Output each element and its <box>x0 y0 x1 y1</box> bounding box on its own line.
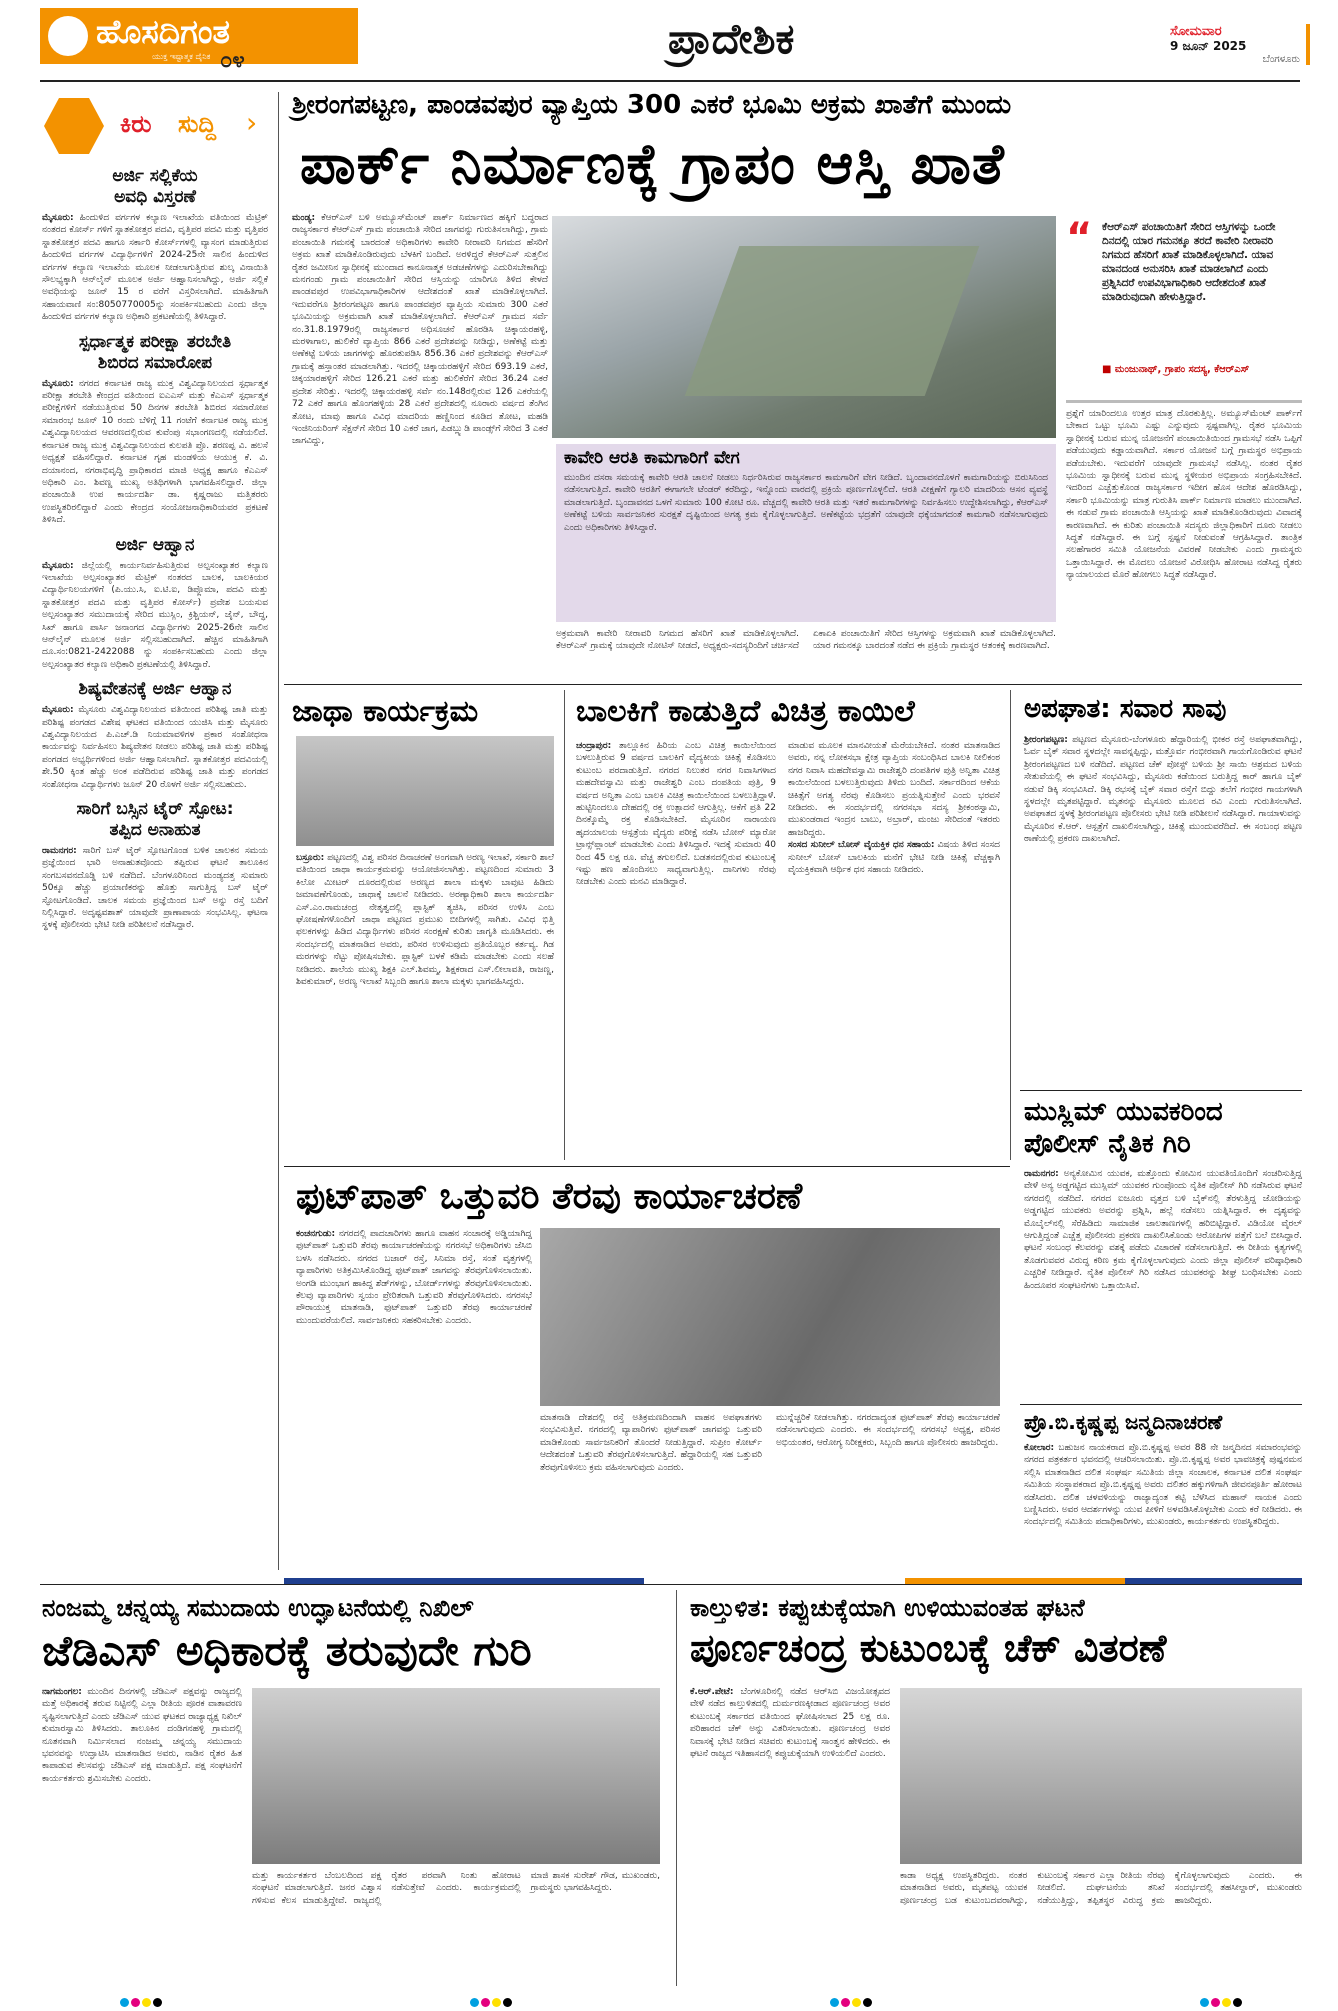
masthead-city: ಬೆಂಗಳೂರು <box>1262 54 1300 65</box>
muslim-rule <box>1020 1404 1302 1405</box>
krishnappa-text: ಬಹುಜನ ನಾಯಕರಾದ ಪ್ರೊ.ಬಿ.ಕೃಷ್ಣಪ್ಪ ಅವರ 88 ನೇ ಜನ್ಮದಿನದ ಸಮಾರಂಭವನ್ನು ನಗರದ ಪತ್ರಕರ್ತರ ಭವನದಲ್ಲಿ ಆಚರಿಸಲಾಯಿತು. ಪ್ರೊ.ಬಿ.ಕೃಷ್ಣಪ್ಪ ಅವರ ಭಾವಚಿತ್ರಕ್ಕೆ ಪುಷ್ಪನಮನ ಸಲ್ಲಿಸಿ ಮಾತನಾಡಿದ ದಲಿತ ಸಂಘರ್ಷ ಸಮಿತಿಯ ಜಿಲ್ಲಾ ಸಂಚಾಲಕ, ಕರ್ನಾಟಕ ದಲಿತ ಸಂಘರ್ಷ ಸಮಿತಿಯ ಸಂಸ್ಥಾಪಕರಾದ ಪ್ರೊ.ಬಿ.ಕೃಷ್ಣಪ್ಪ ಅವರು ದಲಿತರ ಹಕ್ಕುಗಳಿಗಾಗಿ ಜೀವನಪೂರ್ತಿ ಹೋರಾಟ ನಡೆಸಿದರು. ದಲಿತ ಚಳವಳಿಯನ್ನು ರಾಜ್ಯಾದ್ಯಂತ ಕಟ್ಟಿ ಬೆಳೆಸಿದ ಮಹಾನ್ ನಾಯಕ ಎಂದು ಬಣ್ಣಿಸಿದರು. ಅವರ ಆದರ್ಶಗಳನ್ನು ಯುವ ಪೀಳಿಗೆ ಅಳವಡಿಸಿಕೊಳ್ಳಬೇಕು ಎಂದು ಕರೆ ನೀಡಿದರು. ಈ ಸಂದರ್ಭದಲ್ಲಿ ಸಮಿತಿಯ ಪದಾಧಿಕಾರಿಗಳು, ಮುಖಂಡರು, ಕಾರ್ಯಕರ್ತರು ಉಪಸ್ಥಿತರಿದ್ದರು. <box>1024 1443 1305 1528</box>
muslim-headline: ಮುಸ್ಲಿಮ್ ಯುವಕರಿಂದ ಪೊಲೀಸ್ ನೈತಿಕ ಗಿರಿ <box>1024 1097 1223 1159</box>
cheque-cols: ಕಾಡಾ ಅಧ್ಯಕ್ಷ ಉಪಸ್ಥಿತರಿದ್ದರು. ನಂತರ ಮಾತನಾಡಿದ ಅವರು, ಮೃತಪಟ್ಟ ಯುವಕ ಪೂರ್ಣಚಂದ್ರ ಬಡ ಕುಟುಂಬದವರಾಗಿದ್ದು, ಕುಟುಂಬಕ್ಕೆ ಸರ್ಕಾರ ಎಲ್ಲಾ ರೀತಿಯ ನೆರವು ನೀಡಲಿದೆ. ದುರ್ಘಟನೆಯ ತನಿಖೆ ನಡೆಯುತ್ತಿದ್ದು, ತಪ್ಪಿತಸ್ಥರ ವಿರುದ್ಧ ಕ್ರಮ ಕೈಗೊಳ್ಳಲಾಗುವುದು ಎಂದರು. ಈ ಸಂದರ್ಭದಲ್ಲಿ ತಹಸೀಲ್ದಾರ್, ಮುಖಂಡರು ಹಾಜರಿದ್ದರು. <box>900 1871 1305 1906</box>
brief-place: ಮೈಸೂರು: <box>42 705 74 716</box>
masthead-rule <box>40 80 1300 82</box>
reg-dot <box>503 1998 512 2007</box>
lead-mid-text: ಅಕ್ರಮವಾಗಿ ಕಾವೇರಿ ನೀರಾವರಿ ನಿಗಮದ ಹೆಸರಿಗೆ ಖಾತೆ ಮಾಡಿಕೊಳ್ಳಲಾಗಿದೆ. ಕೆಆರ್‌ಎಸ್ ಗ್ರಾಮಕ್ಕೆ ಯಾವುದೇ ನೋಟಿಸ್ ನೀಡದೆ, ಅಧ್ಯಕ್ಷರು-ಸದಸ್ಯರಿಂದಿಗೆ ಚರ್ಚಿಸದೆ ಏಕಾಏಕಿ ಪಂಚಾಯಿತಿಗೆ ಸೇರಿದ ಆಸ್ತಿಗಳನ್ನು ಅಕ್ರಮವಾಗಿ ಖಾತೆ ಮಾಡಿಕೊಳ್ಳಲಾಗಿದೆ. ಯಾರ ಗಮನಕ್ಕೂ ಬಾರದಂತೆ ನಡೆದ ಈ ಪ್ರಕ್ರಿಯೆ ಗ್ರಾಮಸ್ಥರ ಆತಂಕಕ್ಕೆ ಕಾರಣವಾಗಿದೆ. <box>556 629 1059 652</box>
reg-dot <box>120 1998 129 2007</box>
sidebar-briefs <box>42 166 271 1566</box>
page-number: ೦೪ <box>220 48 245 73</box>
brief-place: ರಾಮನಗರ: <box>42 846 77 857</box>
footpath-text: ನಗರದಲ್ಲಿ ಪಾದಚಾರಿಗಳು ಹಾಗೂ ವಾಹನ ಸಂಚಾರಕ್ಕೆ ಅಡ್ಡಿಯಾಗಿದ್ದ ಫುಟ್‌ಪಾತ್ ಒತ್ತುವರಿ ತೆರವು ಕಾರ್ಯಾಚರಣೆಯನ್ನು ನಗರಸಭೆ ಅಧಿಕಾರಿಗಳು ಜೆಸಿಬಿ ಬಳಸಿ ನಡೆಸಿದರು. ನಗರದ ಬಜಾರ್ ರಸ್ತೆ, ಸಿನಿಮಾ ರಸ್ತೆ, ಸಂತೆ ವೃತ್ತಗಳಲ್ಲಿ ವ್ಯಾಪಾರಿಗಳು ಅತಿಕ್ರಮಿಸಿಕೊಂಡಿದ್ದ ಫುಟ್‌ಪಾತ್‌ ಜಾಗವನ್ನು ತೆರವುಗೊಳಿಸಲಾಯಿತು. ಅಂಗಡಿ ಮುಂಭಾಗ ಹಾಕಿದ್ದ ಶೆಡ್‌ಗಳನ್ನು, ಬೋರ್ಡ್‌ಗಳನ್ನು ತೆರವುಗೊಳಿಸಲಾಯಿತು. ಕೆಲವು ವ್ಯಾಪಾರಿಗಳು ಸ್ವಯಂ ಪ್ರೇರಿತರಾಗಿ ಒತ್ತುವರಿ ತೆರವುಗೊಳಿಸಿದರು. ನಗರಸಭೆ ಪೌರಾಯುಕ್ತ ಮಾತನಾಡಿ, ಫುಟ್‌ಪಾತ್ ಒತ್ತುವರಿ ತೆರವು ಕಾರ್ಯಾಚರಣೆ ಮುಂದುವರೆಯಲಿದೆ. ಸಾರ್ವಜನಿಕರು ಸಹಕರಿಸಬೇಕು ಎಂದರು. <box>296 1229 535 1326</box>
logo-emblem-icon <box>48 16 88 56</box>
divider-bottom <box>676 1590 677 1986</box>
coil-place: ಚಂದ್ರಾಪುರ: <box>576 741 612 751</box>
footpath-headline: ಫುಟ್‌ಪಾತ್ ಒತ್ತುವರಿ ತೆರವು ಕಾರ್ಯಾಚರಣೆ <box>296 1176 803 1217</box>
reg-dot <box>481 1998 490 2007</box>
lead-photo-garden <box>685 246 980 396</box>
reg-dot <box>863 1998 872 2007</box>
lead-bottom-rule <box>284 684 1302 685</box>
jatha-photo <box>296 736 554 846</box>
krishnappa-body <box>1024 1442 1305 1568</box>
reg-dot <box>470 1998 479 2007</box>
accident-headline: ಅಪಘಾತ: ಸವಾರ ಸಾವು <box>1024 694 1227 724</box>
accident-place: ಶ್ರೀರಂಗಪಟ್ಟಣ: <box>1024 735 1068 745</box>
lead-col1-text: ಕೆಆರ್‌ಎಸ್ ಬಳಿ ಅಮ್ಯೂಸ್‌ಮೆಂಟ್ ಪಾರ್ಕ್ ನಿರ್ಮಾಣದ ಹಕ್ಕಿಗೆ ಬದ್ಧರಾದ ರಾಜ್ಯಸರ್ಕಾರ ಕೆಆರ್‌ಎಸ್ ಗ್ರಾಮ ಪಂಚಾಯಿತಿ ಸೇರಿದ ಜಾಗವನ್ನು ಗುರುತಿಸಲಾಗಿದ್ದು, ಗ್ರಾಮ ಪಂಚಾಯಿತಿ ಗಮನಕ್ಕೆ ಬಾರದಂತೆ ಅಧಿಕಾರಿಗಳು ಕಾವೇರಿ ನೀರಾವರಿ ನಿಗಮದ ಹೆಸರಿಗೆ ಅಕ್ರಮ ಖಾತೆ ಮಾಡಿಕೊಂಡಿರುವುದು ಬೆಳಕಿಗೆ ಬಂದಿದೆ. ಅರಳಿದ್ದರೆ ಕೆಆರ್‌ಎಸ್ ಸುತ್ತಲಿನ ರೈತರ ಜಮೀನಿನ ಸ್ವಾಧೀನಕ್ಕೆ ಮುಂದಾದ ಕಾನೂನಾತ್ಮಕ ಅಡಚಣೆಗಳನ್ನು ಎದುರಿಸಬೇಕಾಗಿದ್ದು ಮನಗಂಡು ಗ್ರಾಮ ಪಂಚಾಯಿತಿಗೆ ಸೇರಿದ ಆಸ್ತಿಯನ್ನು ಯಾರಿಗೂ ತಿಳಿದ ಕೇಳದೆ ಪಾಂಡವಪುರ ಉಪವಿಭಾಗಾಧಿಕಾರಿಗಳ ಆದೇಶದಂತೆ ಖಾತೆ ಮಾಡಿಕೊಳ್ಳಲಾಗಿದೆ. ಇದುವರೆಗೂ ಶ್ರೀರಂಗಪಟ್ಟಣ ಹಾಗೂ ಪಾಂಡವಪುರ ವ್ಯಾಪ್ತಿಯ ಸುಮಾರು 300 ಎಕರೆ ಭೂಮಿಯನ್ನು ಅಕ್ರಮವಾಗಿ ಖಾತೆ ಮಾಡಿಕೊಳ್ಳಲಾಗಿದೆ. ಕೆಆರ್‌ಎಸ್ ಗ್ರಾಮದ ಸರ್ವೆ ನಂ.31.8.1979ರಲ್ಲಿ ರಾಜ್ಯಸರ್ಕಾರ ಅಧಿಸೂಚನೆ ಹೊರಡಿಸಿ ಚಿಕ್ಕಾಯರಹಳ್ಳಿ, ಮರಳಾಗಾಲ, ಹುಲಿಕೆರೆ ವ್ಯಾಪ್ತಿಯ 866 ಎಕರೆ ಪ್ರದೇಶವನ್ನು ನೀಡಿದ್ದು, ಅಣೆಕಟ್ಟೆ ಮತ್ತು ಅಣೆಕಟ್ಟೆ ಬಳಿಯ ಜಾಗಗಳನ್ನು ಹೊರತುಪಡಿಸಿ 856.36 ಎಕರೆ ಪ್ರದೇಶವನ್ನು ಕೆಆರ್‌ಎಸ್ ಗ್ರಾಮಕ್ಕೆ ಹಸ್ತಾಂತರ ಮಾಡಲಾಗಿತ್ತು. ಇದರಲ್ಲಿ ಚಿಕ್ಕಾಯರಹಳ್ಳಿಗೆ ಸೇರಿದ 693.19 ಎಕರೆ, ಚಿಕ್ಕಯಾರಹಳ್ಳಿಗೆ ಸೇರಿದ 126.21 ಎಕರೆ ಮತ್ತು ಹುಲಿಕೆರೆಗೆ ಸೇರಿದ 36.24 ಎಕರೆ ಪ್ರದೇಶ ಸೇರಿತ್ತು. ಇದರಲ್ಲಿ ಚಿಕ್ಕಾಯರಹಳ್ಳಿ ಸರ್ವೆ ನಂ.148ರಲ್ಲಿರುವ 126 ಎಕರೆಯಲ್ಲಿ 72 ಎಕರೆ ಹಾಗೂ ಹೊಂಗಹಳ್ಳಿಯ 28 ಎಕರೆ ಪ್ರದೇಶದಲ್ಲಿ ನೂರಾರು ವರ್ಷದ ತೆಂಗಿನ ತೋಟ, ಮಾವು ಹಾಗೂ ವಿವಿಧ ಮಾದರಿಯ ಹಣ್ಣಿನಿಂದ ಕೂಡಿದ ತೋಟ, ಮಹಡಿ ಇಂಜಿನಿಯರಿಂಗ್ ಸೆಕ್ಷನ್‌ಗೆ ಸೇರಿದ 10 ಎಕರೆ ಜಾಗ, ಪಿಡಬ್ಲ್ಯುಡಿ ಪಾಂಡ್ಸ್‌ಗೆ ಸೇರಿದ 3 ಎಕರೆ ಜಾಗವಿದ್ದು, <box>292 213 551 447</box>
brief-body <box>42 704 271 791</box>
brief-place: ಮೈಸೂರು: <box>42 560 74 571</box>
cheque-body <box>690 1686 893 1984</box>
reg-dot <box>1222 1998 1231 2007</box>
cheque-place: ಕೆ.ಆರ್.ಪೇಟೆ: <box>690 1687 734 1697</box>
chevrons-icon: › <box>246 106 258 139</box>
brief-place: ಮೈಸೂರು: <box>42 378 74 389</box>
footpath-col2: ಮಾತನಾಡಿ ದೇಶದಲ್ಲಿ ರಸ್ತೆ ಅತಿಕ್ರಮಣದಿಂದಾಗಿ ವಾಹನ ಅಪಘಾತಗಳು ಸಂಭವಿಸುತ್ತಿವೆ. ನಗರದಲ್ಲಿ ವ್ಯಾಪಾರಿಗಳು ಫುಟ್‌ಪಾತ್ ಜಾಗವನ್ನು ಒತ್ತುವರಿ ಮಾಡಿಕೊಂಡು ಸಾರ್ವಜನಿಕರಿಗೆ ತೊಂದರೆ ನೀಡುತ್ತಿದ್ದಾರೆ. ಸುಪ್ರೀಂ ಕೋರ್ಟ್ ಆದೇಶದಂತೆ ಒತ್ತುವರಿ ತೆರವುಗೊಳಿಸಲಾಗುತ್ತಿದೆ. ಹೆದ್ದಾರಿಯಲ್ಲಿ ಸಹ ಒತ್ತುವರಿ ತೆರವುಗೊಳಿಸಲು ಕ್ರಮ ವಹಿಸಲಾಗುವುದು ಎಂದರು. <box>540 1413 765 1473</box>
brief-body <box>42 212 271 324</box>
brief-item <box>42 534 271 672</box>
masthead-name: ಹೊಸದಿಗಂತ <box>96 12 231 51</box>
lead-photo <box>552 216 1056 438</box>
muslim-place: ರಾಮನಗರ: <box>1024 1169 1059 1179</box>
lead-headline: ಪಾರ್ಕ್ ನಿರ್ಮಾಣಕ್ಕೆ ಗ್ರಾಪಂ ಆಸ್ತಿ ಖಾತೆ <box>300 132 1005 197</box>
footpath-photo <box>540 1228 1000 1406</box>
brief-headline: ಅರ್ಜಿ ಸಲ್ಲಿಕೆಯ ಅವಧಿ ವಿಸ್ತರಣೆ <box>112 166 198 207</box>
footpath-place: ಕಂಚನಗುಡು: <box>296 1229 336 1239</box>
jatha-headline: ಜಾಥಾ ಕಾರ್ಯಕ್ರಮ <box>292 694 479 729</box>
brief-body <box>42 845 271 932</box>
brief-body <box>42 378 271 527</box>
coil-col1-text: ತಾಲ್ಲೂಕಿನ ಹಿರಿಯ ಎಂಬ ವಿಚಿತ್ರ ಕಾಯಿಲೆಯಿಂದ ಬಳಲುತ್ತಿರುವ 9 ವರ್ಷದ ಬಾಲಕಿಗೆ ವೈದ್ಯಕೀಯ ಚಿಕಿತ್ಸೆ ಕೊಡಿಸಲು ಕುಟುಂಬ ಪರದಾಡುತ್ತಿದೆ. ನಗರದ ನಿಲುತರ ನಗರ ನಿವಾಸಿಗಳಾದ ಮಹದೇವಸ್ವಾಮಿ ಮತ್ತು ರಾಜೇಶ್ವರಿ ಎಂಬ ದಂಪತಿಯ ಪುತ್ರಿ, 9 ವರ್ಷದ ಅನ್ವಿತಾ ಎಂಬ ಬಾಲಕಿ ವಿಚಿತ್ರ ಕಾಯಿಲೆಯಿಂದ ಬಳಲುತ್ತಿದ್ದಾಳೆ. ಹುಟ್ಟಿನಿಂದಲೂ ದೇಹದಲ್ಲಿ ರಕ್ತ ಉತ್ಪಾದನೆ ಆಗುತ್ತಿಲ್ಲ. ಆಕೆಗೆ ಪ್ರತಿ 22 ದಿನಕ್ಕೊಮ್ಮೆ ರಕ್ತ ಕೊಡಿಸಬೇಕಿದೆ. ಮೈಸೂರಿನ ನಾರಾಯಣ ಹೃದಯಾಲಯ ಆಸ್ಪತ್ರೆಯ ವೈದ್ಯರು ಪರೀಕ್ಷೆ ನಡೆಸಿ ಬೋನ್ ಮ್ಯಾರೋ ಟ್ರಾನ್ಸ್‌ಪ್ಲಾಂಟ್ ಮಾಡಬೇಕು ಎಂದು ತಿಳಿಸಿದ್ದಾರೆ. ಇದಕ್ಕೆ ಸುಮಾರು 40 ರಿಂದ 45 ಲಕ್ಷ ರೂ. ವೆಚ್ಚ ತಗುಲಲಿದೆ. ಬಡತನದಲ್ಲಿರುವ ಕುಟುಂಬಕ್ಕೆ ಇಷ್ಟು ಹಣ ಹೊಂದಿಸಲು ಸಾಧ್ಯವಾಗುತ್ತಿಲ್ಲ. ದಾನಿಗಳು ನೆರವು ನೀಡಬೇಕು ಎಂದು ಮನವಿ ಮಾಡಿದ್ದಾರೆ. <box>576 741 779 888</box>
sidebar-divider <box>278 92 279 1570</box>
coil-sub: ಸಂಸದ ಸುನೀಲ್ ಬೋಸ್ ವೈಯಕ್ತಿಕ ಧನ ಸಹಾಯ: <box>788 840 935 851</box>
brief-headline: ಸ್ಪರ್ಧಾತ್ಮಕ ಪರೀಕ್ಷಾ ತರಬೇತಿ ಶಿಬಿರದ ಸಮಾರೋಪ <box>78 331 232 373</box>
kirusuddi-text-a: ಕಿರು <box>120 110 152 138</box>
reg-dot <box>852 1998 861 2007</box>
krishnappa-headline: ಪ್ರೊ.ಬಿ.ಕೃಷ್ಣಪ್ಪ ಜನ್ಮದಿನಾಚರಣೆ <box>1024 1410 1223 1434</box>
reg-dot <box>1233 1998 1242 2007</box>
registration-marks-4 <box>1200 1992 1244 2011</box>
brief-headline: ಸಾರಿಗೆ ಬಸ್ಸಿನ ಟೈರ್ ಸ್ಪೋಟ: ತಪ್ಪಿದ ಅನಾಹುತ <box>76 799 234 841</box>
quote-mark-icon: “ <box>1066 215 1093 261</box>
cheque-kicker: ಕಾಲ್ತುಳಿತ: ಕಪ್ಪುಚುಕ್ಕೆಯಾಗಿ ಉಳಿಯುವಂತಹ ಘಟನೆ <box>690 1594 1085 1622</box>
kirusuddi-text-b: ಸುದ್ದಿ <box>178 110 217 138</box>
jds-place: ನಾಗಮಂಗಲ: <box>42 1687 82 1697</box>
reg-dot <box>841 1998 850 2007</box>
reg-dot <box>830 1998 839 2007</box>
jatha-body <box>296 852 557 1158</box>
masthead-day: ಸೋಮವಾರ <box>1170 24 1222 39</box>
footpath-col3: ಮುನ್ನೆಚ್ಚರಿಕೆ ನೀಡಲಾಗಿತ್ತು. ನಗರದಾದ್ಯಂತ ಫುಟ್‌ಪಾತ್‌ ತೆರವು ಕಾರ್ಯಾಚರಣೆ ನಡೆಸಲಾಗುವುದು ಎಂದರು. ಈ ಸಂದರ್ಭದಲ್ಲಿ ನಗರಸಭೆ ಅಧ್ಯಕ್ಷ, ಪರಿಸರ ಅಭಿಯಂತರ, ಆರೋಗ್ಯ ನಿರೀಕ್ಷಕರು, ಸಿಬ್ಬಂದಿ ಹಾಗೂ ಪೊಲೀಸರು ಹಾಜರಿದ್ದರು. <box>776 1413 1003 1448</box>
kaveri-box-text: ಮುಂದಿನ ದಸರಾ ಸಮಯಕ್ಕೆ ಕಾವೇರಿ ಆರತಿ ಚಾಲನೆ ನೀಡಲು ನಿರ್ಧರಿಸಿರುವ ರಾಜ್ಯಸರ್ಕಾರ ಕಾಮಗಾರಿಗೆ ವೇಗ ನೀಡಿದೆ. ಬೃಂದಾವನದೊಳಗೆ ಕಾಮಗಾರಿಯನ್ನು ಬಿರುಸಿನಿಂದ ನಡೆಸಲಾಗುತ್ತಿದೆ. ಕಾವೇರಿ ಆರತಿಗೆ ಈಗಾಗಲೇ ಟೆಂಡರ್ ಕರೆದಿದ್ದು, ಇನ್ನೊಂದು ವಾರದಲ್ಲಿ ಪ್ರಕ್ರಿಯೆ ಪೂರ್ಣಗೊಳ್ಳಲಿದೆ. ಆರತಿ ವೀಕ್ಷಣೆಗೆ ಗ್ಯಾಲರಿ ಮಾದರಿಯ ಆಸನ ವ್ಯವಸ್ಥೆ ಮಾಡಲಾಗುತ್ತಿದೆ. ಬೃಂದಾವನದ ಒಳಗೆ ಸುಮಾರು 100 ಕೋಟಿ ರೂ. ವೆಚ್ಚದಲ್ಲಿ ಕಾವೇರಿ ಆರತಿ ಮತ್ತು ಇತರೆ ಕಾಮಗಾರಿಗಳನ್ನು ನಿರ್ವಹಿಸಲು ಉದ್ದೇಶಿಸಲಾಗಿದ್ದು, ಕೆಆರ್‌ಎಸ್ ಅಣೆಕಟ್ಟೆ ಬಳಿಯ ಸಾರ್ವಜನಿಕರ ಸುರಕ್ಷತೆ ದೃಷ್ಟಿಯಿಂದ ಅಗತ್ಯ ಕ್ರಮ ಕೈಗೊಳ್ಳಲಾಗುತ್ತಿದೆ. ಅಣೆಕಟ್ಟೆಯ ಭದ್ರತೆಗೆ ಯಾವುದೇ ಧಕ್ಕೆಯಾಗದಂತೆ ಕಾಮಗಾರಿ ನಡೆಸಲಾಗುವುದು ಎಂದು ಅಧಿಕಾರಿಗಳು ತಿಳಿಸಿದ್ದಾರೆ. <box>564 473 1051 533</box>
lead-col3: ಪ್ರಶ್ನೆಗೆ ಯಾರಿಂದಲೂ ಉತ್ತರ ಮಾತ್ರ ದೊರಕುತ್ತಿಲ್ಲ. ಅಮ್ಯೂಸ್‌ಮೆಂಟ್ ಪಾರ್ಕ್‌ಗೆ ಬೇಕಾದ ಒಟ್ಟು ಭೂಮಿ ಎಷ್ಟು ಎನ್ನುವುದು ಸ್ಪಷ್ಟವಾಗಿಲ್ಲ. ರೈತರ ಭೂಮಿಯ ಸ್ವಾಧೀನಕ್ಕೆ ಬರುವ ಮುನ್ನ ಯೋಜನೆಗೆ ಪಂಚಾಯಿತಿಯಿಂದ ಗ್ರಾಮಸಭೆ ನಡೆಸಿ ಒಪ್ಪಿಗೆ ಪಡೆಯುವುದು ಕಡ್ಡಾಯವಾಗಿದೆ. ಸರ್ಕಾರ ಯೋಜನೆ ಬಗ್ಗೆ ಗ್ರಾಮಸ್ಥರ ಅಭಿಪ್ರಾಯ ಪಡೆಯಬೇಕು. ಇದುವರೆಗೆ ಯಾವುದೇ ಗ್ರಾಮಸಭೆ ನಡೆಸಿಲ್ಲ. ನಂತರ ರೈತರ ಭೂಮಿಯ ಸ್ವಾಧೀನಕ್ಕೆ ಬರುವ ಮುನ್ನ ಸ್ಥಳೀಯರ ಅಭಿಪ್ರಾಯ ಸಂಗ್ರಹಿಸಬೇಕಿದೆ. ಇದರಿಂದ ಎಚ್ಚೆತ್ತುಕೊಂಡ ರಾಜ್ಯಸರ್ಕಾರ ಇದೀಗ ಹೊಸ ಆದೇಶ ಹೊರಡಿಸಿದ್ದು, ಸರ್ಕಾರಿ ಭೂಮಿಯನ್ನು ಮಾತ್ರ ಗುರುತಿಸಿ ಪಾರ್ಕ್ ನಿರ್ಮಾಣ ಮಾಡಲು ಮುಂದಾಗಿದೆ. ಈ ನಡುವೆ ಗ್ರಾಮ ಪಂಚಾಯಿತಿ ಆಸ್ತಿಯನ್ನು ಖಾತೆ ಮಾಡಿಕೊಂಡಿರುವುದು ವಿವಾದಕ್ಕೆ ಕಾರಣವಾಗಿದೆ. ಈ ಕುರಿತು ಪಂಚಾಯಿತಿ ಸದಸ್ಯರು ಜಿಲ್ಲಾಧಿಕಾರಿಗೆ ದೂರು ನೀಡಲು ಸಿದ್ಧತೆ ನಡೆಸಿದ್ದಾರೆ. ಈ ಬಗ್ಗೆ ಸ್ಪಷ್ಟನೆ ನೀಡುವಂತೆ ಆಗ್ರಹಿಸಿದ್ದಾರೆ. ತಾಂತ್ರಿಕ ಸಲಹೆಗಾರರ ಸಮಿತಿ ಯೋಜನೆಯ ವಿವರಣೆ ನೀಡಬೇಕು ಎಂದು ಗ್ರಾಮಸ್ಥರು ಒತ್ತಾಯಿಸಿದ್ದಾರೆ. ಈ ಮೊದಲು ಯೋಜನೆ ವಿರೋಧಿಸಿ ಹೋರಾಟ ನಡೆಸಿದ್ದ ರೈತರು ನ್ಯಾಯಾಲಯದ ಮೊರೆ ಹೋಗಲು ಸಿದ್ಧತೆ ನಡೆಸಿದ್ದಾರೆ. <box>1066 409 1305 581</box>
lead-col1 <box>292 212 551 672</box>
jds-kicker: ನಂಜಮ್ಮ ಚನ್ನಯ್ಯ ಸಮುದಾಯ ಉದ್ಘಾಟನೆಯಲ್ಲಿ ನಿಖಿಲ್ <box>42 1594 474 1622</box>
masthead-date: 9 ಜೂನ್ 2025 <box>1170 39 1247 53</box>
jds-body <box>42 1686 245 1984</box>
accident-body <box>1024 734 1305 1082</box>
footpath-body <box>296 1228 535 1568</box>
reg-dot <box>1200 1998 1209 2007</box>
masthead-tagline: ಯುಕ್ತ ಇಷ್ಟಾತ್ಮಕ ದೈನಿಕ <box>152 52 211 61</box>
coil-col2-text: ಮಾಡುವ ಮೂಲಕ ಮಾನವೀಯತೆ ಮೆರೆಯಬೇಕಿದೆ. ನಂತರ ಮಾತನಾಡಿದ ಅವರು, ನನ್ನ ಲೋಕಸಭಾ ಕ್ಷೇತ್ರ ವ್ಯಾಪ್ತಿಯ ಸಂಬಂಧಿಸಿದ ಬಾಲಕಿ ನೀಲಿಕಂಠ ನಗರ ನಿವಾಸಿ ಮಹದೇವಸ್ವಾಮಿ ರಾಜೇಶ್ವರಿ ದಂಪತಿಗಳ ಪುತ್ರಿ ಅನ್ವಿತಾ ವಿಚಿತ್ರ ಕಾಯಿಲೆಯಿಂದ ಬಳಲುತ್ತಿರುವುದು ತಿಳಿದು ಬಂದಿದೆ. ಸರ್ಕಾರದಿಂದ ಆಕೆಯ ಚಿಕಿತ್ಸೆಗೆ ಅಗತ್ಯ ನೆರವು ಕೊಡಿಸಲು ಪ್ರಯತ್ನಿಸುತ್ತೇನೆ ಎಂದು ಭರವಸೆ ನೀಡಿದರು. ಈ ಸಂದರ್ಭದಲ್ಲಿ ನಗರಸಭಾ ಸದಸ್ಯ ಶ್ರೀಕಂಠಸ್ವಾಮಿ, ಮುಖಂಡರಾದ ಇಂದ್ರನ ಬಾಬು, ಅಬ್ರಾರ್, ಮಂಜು ಸೇರಿದಂತೆ ಇತರರು ಹಾಜರಿದ್ದರು. <box>788 741 1003 838</box>
brief-text: ಮೈಸೂರು ವಿಶ್ವವಿದ್ಯಾನಿಲಯದ ವತಿಯಿಂದ ಪರಿಶಿಷ್ಟ ಜಾತಿ ಮತ್ತು ಪರಿಶಿಷ್ಟ ಪಂಗಡದ ವಿಶೇಷ ಘಟಕದ ವತಿಯಿಂದ ಯುಜಿಸಿ ಮತ್ತು ಮೈಸೂರು ವಿಶ್ವವಿದ್ಯಾನಿಲಯದ ಪಿ.ಎಚ್.ಡಿ ನಿಯಮಾವಳಿಗಳ ಪ್ರಕಾರ ಸಂಶೋಧನಾ ಕಾರ್ಯವನ್ನು ನಿರ್ವಹಿಸಲು ಶಿಷ್ಯವೇತನ ನೀಡಲು ಪರಿಶಿಷ್ಟ ಜಾತಿ ಮತ್ತು ಪರಿಶಿಷ್ಟ ಪಂಗಡದ ಅಭ್ಯರ್ಥಿಗಳಿಂದ ಅರ್ಜಿ ಆಹ್ವಾನಿಸಲಾಗಿದೆ. ಸ್ನಾತಕೋತ್ತರ ಪದವಿಯಲ್ಲಿ ಶೇ.50 ಕ್ಕಿಂತ ಹೆಚ್ಚು ಅಂಕ ಪಡೆದಿರುವ ಪರಿಶಿಷ್ಟ ಜಾತಿ ಮತ್ತು ಪಂಗಡದ ಸಂಶೋಧನಾ ವಿದ್ಯಾರ್ಥಿಗಳು ಜೂನ್ 20 ರೊಳಗೆ ಅರ್ಜಿ ಸಲ್ಲಿಸಬಹುದು. <box>42 705 271 790</box>
kirusuddi-logo <box>40 96 260 156</box>
brief-body <box>42 560 271 672</box>
quote-text: ಕೆಆರ್‌ಎಸ್ ಪಂಚಾಯಿತಿಗೆ ಸೇರಿದ ಆಸ್ತಿಗಳನ್ನು ಒಂದೇ ದಿನದಲ್ಲಿ ಯಾರ ಗಮನಕ್ಕೂ ತರದೆ ಕಾವೇರಿ ನೀರಾವರಿ ನಿಗಮದ ಹೆಸರಿಗೆ ಖಾತೆ ಮಾಡಿಕೊಳ್ಳಲಾಗಿದೆ. ಯಾವ ಮಾನದಂಡ ಅನುಸರಿಸಿ ಖಾತೆ ಮಾಡಲಾಗಿದೆ ಎಂದು ಪ್ರಶ್ನಿಸಿದರೆ ಉಪವಿಭಾಗಾಧಿಕಾರಿ ಆದೇಶದಂತೆ ಖಾತೆ ಮಾಡಿರುವುದಾಗಿ ಹೇಳುತ್ತಿದ್ದಾರೆ. <box>1102 221 1276 303</box>
reg-dot <box>142 1998 151 2007</box>
lead-kicker: ಶ್ರೀರಂಗಪಟ್ಟಣ, ಪಾಂಡವಪುರ ವ್ಯಾಪ್ತಿಯ 300 ಎಕರೆ ಭೂಮಿ ಅಕ್ರಮ ಖಾತೆಗೆ ಮುಂದು <box>292 90 1012 120</box>
brief-text: ನಗರದ ಕರ್ನಾಟಕ ರಾಜ್ಯ ಮುಕ್ತ ವಿಶ್ವವಿದ್ಯಾನಿಲಯದ ಸ್ಪರ್ಧಾತ್ಮಕ ಪರೀಕ್ಷಾ ತರಬೇತಿ ಕೇಂದ್ರದ ವತಿಯಿಂದ ಐಎಎಸ್ ಮತ್ತು ಕೆಎಎಸ್ ಸ್ಪರ್ಧಾತ್ಮಕ ಪರೀಕ್ಷೆಗಳಿಗೆ ನಡೆಯುತ್ತಿರುವ 50 ದಿನಗಳ ತರಬೇತಿ ಶಿಬಿರದ ಸಮಾರೋಪ ಸಮಾರಂಭ ಜೂನ್ 10 ರಂದು ಬೆಳಿಗ್ಗೆ 11 ಗಂಟೆಗೆ ಕರ್ನಾಟಕ ರಾಜ್ಯ ಮುಕ್ತ ವಿಶ್ವವಿದ್ಯಾನಿಲಯದ ಆವರಣದಲ್ಲಿರುವ ಕುವೆಂಪು ಸಭಾಂಗಣದಲ್ಲಿ ನಡೆಯಲಿದೆ. ಕರ್ನಾಟಕ ರಾಜ್ಯ ಮುಕ್ತ ವಿಶ್ವವಿದ್ಯಾನಿಲಯದ ಕುಲಪತಿ ಪ್ರೊ. ಶರಣಪ್ಪ ವಿ. ಹಲಸೆ ಅಧ್ಯಕ್ಷತೆ ವಹಿಸಲಿದ್ದಾರೆ. ಕರ್ನಾಟಕ ಗೃಹ ಮಂಡಳಿಯ ಆಯುಕ್ತ ಕೆ. ವಿ. ದಯಾನಂದ, ನಗರಾಭಿವೃದ್ಧಿ ಪ್ರಾಧಿಕಾರದ ಮಾಜಿ ಅಧ್ಯಕ್ಷ ಹಾಗೂ ಕೆಎಎಸ್ ಅಧಿಕಾರಿ ಎಂ. ಶಿವಣ್ಣ ಮುಖ್ಯ ಅತಿಥಿಗಳಾಗಿ ಭಾಗವಹಿಸಲಿದ್ದಾರೆ. ಜಿಲ್ಲಾ ಪಂಚಾಯಿತಿ ಉಪ ಕಾರ್ಯದರ್ಶಿ ಡಾ. ಕೃಷ್ಣರಾಜು ಮತ್ತಿತರರು ಉಪಸ್ಥಿತರಿರಲಿದ್ದಾರೆ ಎಂದು ಕೇಂದ್ರದ ಸಂಯೋಜನಾಧಿಕಾರಿಯವರ ಪ್ರಕಟಣೆ ತಿಳಿಸಿದೆ. <box>42 378 271 526</box>
accident-text: ಪಟ್ಟಣದ ಮೈಸೂರು-ಬೆಂಗಳೂರು ಹೆದ್ದಾರಿಯಲ್ಲಿ ಭೀಕರ ರಸ್ತೆ ಅಪಘಾತವಾಗಿದ್ದು, ಓರ್ವ ಬೈಕ್ ಸವಾರ ಸ್ಥಳದಲ್ಲೇ ಸಾವನ್ನಪ್ಪಿದ್ದು, ಮತ್ತೊರ್ವ ಗಂಭೀರವಾಗಿ ಗಾಯಗೊಂಡಿರುವ ಘಟನೆ ಶ್ರೀರಂಗಪಟ್ಟಣದ ಬಳಿ ನಡೆದಿದೆ. ಪಟ್ಟಣದ ಚೆಕ್ ಪೋಸ್ಟ್ ಬಳಿಯ ಶ್ರೀ ಸಾಯಿ ಆಶ್ರಮದ ಬಳಿಯ ಸೇತುವೆಯಲ್ಲಿ ಈ ಘಟನೆ ಸಂಭವಿಸಿದ್ದು, ಮೈಸೂರು ಕಡೆಯಿಂದ ಬರುತ್ತಿದ್ದ ಕಾರ್ ಹಾಗೂ ಬೈಕ್ ನಡುವೆ ಡಿಕ್ಕಿ ಸಂಭವಿಸಿದೆ. ಡಿಕ್ಕಿ ರಭಸಕ್ಕೆ ಬೈಕ್ ಸವಾರ ರಸ್ತೆಗೆ ಬಿದ್ದು ತಲೆಗೆ ಗಂಭೀರ ಗಾಯಗಳಾಗಿ ಸ್ಥಳದಲ್ಲೇ ಮೃತಪಟ್ಟಿದ್ದಾರೆ. ಮೃತನನ್ನು ಮೈಸೂರು ಮೂಲದ ರವಿ ಎಂದು ಗುರುತಿಸಲಾಗಿದೆ. ಅಪಘಾತದ ಸ್ಥಳಕ್ಕೆ ಶ್ರೀರಂಗಪಟ್ಟಣ ಪೊಲೀಸರು ಭೇಟಿ ನೀಡಿ ಪರಿಶೀಲನೆ ನಡೆಸಿದ್ದಾರೆ. ಗಾಯಾಳುವನ್ನು ಮೈಸೂರಿನ ಕೆ.ಆರ್. ಆಸ್ಪತ್ರೆಗೆ ದಾಖಲಿಸಲಾಗಿದ್ದು, ಚಿಕಿತ್ಸೆ ಮುಂದುವರೆದಿದೆ. ಈ ಸಂಬಂಧ ಪಟ್ಟಣ ಠಾಣೆಯಲ್ಲಿ ಪ್ರಕರಣ ದಾಖಲಾಗಿದೆ. <box>1024 735 1305 845</box>
lead-place: ಮಂಡ್ಯ: <box>292 213 316 223</box>
brief-text: ಹಿಂದುಳಿದ ವರ್ಗಗಳ ಕಲ್ಯಾಣ ಇಲಾಖೆಯ ವತಿಯಿಂದ ಮೆಟ್ರಿಕ್ ನಂತರದ ಕೋರ್ಸ್ ಗಳಿಗೆ ಸ್ನಾತಕೋತ್ತರ ಪದವಿ, ವೃತ್ತಿಪರ ಪದವಿ ಮತ್ತು ವೃತ್ತಿಪರ ಸ್ನಾತಕೋತ್ತರ ಪದವಿ ಹಾಗೂ ಸರ್ಕಾರಿ ಕೋರ್ಸ್‌ಗಳಲ್ಲಿ ವ್ಯಾಸಂಗ ಮಾಡುತ್ತಿರುವ ಹಿಂದುಳಿದ ವರ್ಗಗಳ ವಿದ್ಯಾರ್ಥಿಗಳಿಗೆ 2024-25ನೇ ಸಾಲಿನ ಹಿಂದುಳಿದ ವರ್ಗಗಳ ಕಲ್ಯಾಣ ಇಲಾಖೆಯ ಮೂಲಕ ನೀಡಲಾಗುತ್ತಿರುವ ಶುಲ್ಕ ವಿನಾಯಿತಿ ಸೌಲಭ್ಯಕ್ಕಾಗಿ ಆನ್‌ಲೈನ್ ಮೂಲಕ ಅರ್ಜಿ ಆಹ್ವಾನಿಸಲಾಗಿದ್ದು, ಅರ್ಜಿ ಸಲ್ಲಿಕೆ ಅವಧಿಯನ್ನು ಜೂನ್ 15 ರ ವರೆಗೆ ವಿಸ್ತರಿಸಲಾಗಿದೆ. ಮಾಹಿತಿಗಾಗಿ ಸಹಾಯವಾಣಿ ಸಂ:8050770005ನ್ನು ಸಂಪರ್ಕಿಸಬಹುದು ಎಂದು ಜಿಲ್ಲಾ ಹಿಂದುಳಿದ ವರ್ಗಗಳ ಕಲ್ಯಾಣ ಅಧಿಕಾರಿ ಪ್ರಕಟಣೆಯಲ್ಲಿ ತಿಳಿಸಿದ್ದಾರೆ. <box>42 213 271 323</box>
cheque-text: ಬೆಂಗಳೂರಿನಲ್ಲಿ ನಡೆದ ಆರ್‌ಸಿಬಿ ವಿಜಯೋತ್ಸವದ ವೇಳೆ ನಡೆದ ಕಾಲ್ತುಳಿತದಲ್ಲಿ ದುರ್ಮರಣಕ್ಕೀಡಾದ ಪೂರ್ಣಚಂದ್ರ ಅವರ ಕುಟುಂಬಕ್ಕೆ ಸರ್ಕಾರದ ವತಿಯಿಂದ ಘೋಷಿಸಲಾದ 25 ಲಕ್ಷ ರೂ. ಪರಿಹಾರದ ಚೆಕ್ ಅನ್ನು ವಿತರಿಸಲಾಯಿತು. ಪೂರ್ಣಚಂದ್ರ ಅವರ ನಿವಾಸಕ್ಕೆ ಭೇಟಿ ನೀಡಿದ ಸಚಿವರು ಕುಟುಂಬಕ್ಕೆ ಸಾಂತ್ವನ ಹೇಳಿದರು. ಈ ಘಟನೆ ರಾಜ್ಯದ ಇತಿಹಾಸದಲ್ಲಿ ಕಪ್ಪುಚುಕ್ಕೆಯಾಗಿ ಉಳಿಯಲಿದೆ ಎಂದರು. <box>690 1687 893 1760</box>
bottom-section-rule <box>40 1584 1302 1585</box>
kaveri-box-title: ಕಾವೇರಿ ಆರತಿ ಕಾಮಗಾರಿಗೆ ವೇಗ <box>564 448 740 468</box>
reg-dot <box>492 1998 501 2007</box>
brief-item <box>42 799 271 932</box>
footpath-top-rule <box>284 1166 1010 1167</box>
quote-box <box>1066 216 1302 403</box>
hand-pointer-icon <box>44 98 104 154</box>
brief-text: ಜಿಲ್ಲೆಯಲ್ಲಿ ಕಾರ್ಯನಿರ್ವಹಿಸುತ್ತಿರುವ ಅಲ್ಪಸಂಖ್ಯಾತರ ಕಲ್ಯಾಣ ಇಲಾಖೆಯ ಅಲ್ಪಸಂಖ್ಯಾತರ ಮೆಟ್ರಿಕ್ ನಂತರದ ಬಾಲಕ, ಬಾಲಕಿಯರ ವಿದ್ಯಾರ್ಥಿನಿಲಯಗಳಿಗೆ (ಪಿ.ಯು.ಸಿ, ಐ.ಟಿ.ಐ, ಡಿಪ್ಲೊಮಾ, ಪದವಿ ಮತ್ತು ಸ್ನಾತಕೋತ್ತರ ಪದವಿ ಮತ್ತು ವೃತ್ತಿಪರ ಕೋರ್ಸ್) ಪ್ರವೇಶ ಬಯಸುವ ಅಲ್ಪಸಂಖ್ಯಾತರ ಸಮುದಾಯಕ್ಕೆ ಸೇರಿದ ಮುಸ್ಲಿಂ, ಕ್ರಿಶ್ಚಿಯನ್, ಜೈನ್, ಬೌದ್ಧ, ಸಿಖ್ ಹಾಗೂ ಪಾರ್ಸಿ ಜನಾಂಗದ ವಿದ್ಯಾರ್ಥಿಗಳು 2025-26ನೇ ಸಾಲಿನ ಆನ್‌ಲೈನ್ ಮೂಲಕ ಅರ್ಜಿ ಸಲ್ಲಿಸಬಹುದಾಗಿದೆ. ಹೆಚ್ಚಿನ ಮಾಹಿತಿಗಾಗಿ ದೂ.ಸಂ:0821-2422088 ನ್ನು ಸಂಪರ್ಕಿಸಬಹುದು ಎಂದು ಜಿಲ್ಲಾ ಅಲ್ಪಸಂಖ್ಯಾತರ ಕಲ್ಯಾಣ ಅಧಿಕಾರಿ ಪ್ರಕಟಣೆಯಲ್ಲಿ ತಿಳಿಸಿದ್ದಾರೆ. <box>42 560 271 670</box>
jds-headline: ಜೆಡಿಎಸ್ ಅಧಿಕಾರಕ್ಕೆ ತರುವುದೇ ಗುರಿ <box>42 1626 532 1675</box>
jds-text: ಮುಂದಿನ ದಿನಗಳಲ್ಲಿ ಜೆಡಿಎಸ್ ಪಕ್ಷವನ್ನು ರಾಜ್ಯದಲ್ಲಿ ಮತ್ತೆ ಅಧಿಕಾರಕ್ಕೆ ತರುವ ನಿಟ್ಟಿನಲ್ಲಿ ಎಲ್ಲಾ ರೀತಿಯ ಪೂರಕ ವಾತಾವರಣ ಸೃಷ್ಟಿಸಲಾಗುತ್ತಿದೆ ಎಂದು ಜೆಡಿಎಸ್ ಯುವ ಘಟಕದ ರಾಜ್ಯಾಧ್ಯಕ್ಷ ನಿಖಿಲ್ ಕುಮಾರಸ್ವಾಮಿ ತಿಳಿಸಿದರು. ತಾಲೂಕಿನ ದಂಡಿಗನಹಳ್ಳಿ ಗ್ರಾಮದಲ್ಲಿ ನೂತನವಾಗಿ ನಿರ್ಮಿಸಲಾದ ನಂಜಮ್ಮ ಚನ್ನಯ್ಯ ಸಮುದಾಯ ಭವನವನ್ನು ಉದ್ಘಾಟಿಸಿ ಮಾತನಾಡಿದ ಅವರು, ನಾಡಿನ ರೈತರ ಹಿತ ಕಾಪಾಡುವ ಕೆಲಸವನ್ನು ಜೆಡಿಎಸ್ ಪಕ್ಷ ಮಾಡುತ್ತಿದೆ. ಪಕ್ಷ ಸಂಘಟನೆಗೆ ಕಾರ್ಯಕರ್ತರು ಶ್ರಮಿಸಬೇಕು ಎಂದರು. <box>42 1687 245 1784</box>
brief-headline: ಶಿಷ್ಯವೇತನಕ್ಕೆ ಅರ್ಜಿ ಆಹ್ವಾನ <box>78 679 232 700</box>
brief-item <box>42 166 271 324</box>
reg-dot <box>153 1998 162 2007</box>
jds-cols: ಮತ್ತು ಕಾರ್ಯಕರ್ತರ ಬೆಂಬಲದಿಂದ ಪಕ್ಷ ಸಂಘಟನೆ ಮಾಡಲಾಗುತ್ತಿದೆ. ಜನರ ವಿಶ್ವಾಸ ಗಳಿಸುವ ಕೆಲಸ ಮಾಡುತ್ತಿದ್ದೇವೆ. ರಾಜ್ಯದಲ್ಲಿ ರೈತರ ಪರವಾಗಿ ನಿಂತು ಹೋರಾಟ ನಡೆಸುತ್ತೇವೆ ಎಂದರು. ಕಾರ್ಯಕ್ರಮದಲ್ಲಿ ಮಾಜಿ ಶಾಸಕ ಸುರೇಶ್ ಗೌಡ, ಮುಖಂಡರು, ಗ್ರಾಮಸ್ಥರು ಭಾಗವಹಿಸಿದ್ದರು. <box>252 1871 663 1906</box>
coil-col2 <box>788 740 1003 1158</box>
brief-text: ಸಾರಿಗೆ ಬಸ್ ಟೈರ್ ಸ್ಫೋಟಗೊಂಡ ಬಳಿಕ ಚಾಲಕನ ಸಮಯ ಪ್ರಜ್ಞೆಯಿಂದ ಭಾರಿ ಅನಾಹುತವೊಂದು ತಪ್ಪಿರುವ ಘಟನೆ ತಾಲೂಕಿನ ಸಂಗಬಸವನದೊಡ್ಡಿ ಬಳಿ ನಡೆದಿದೆ. ಬೆಂಗಳೂರಿನಿಂದ ಮಂಡ್ಯದತ್ತ ಸುಮಾರು 50ಕ್ಕೂ ಹೆಚ್ಚು ಪ್ರಯಾಣಿಕರನ್ನು ಹೊತ್ತು ಸಾಗುತ್ತಿದ್ದ ಬಸ್ ಟೈರ್ ಸ್ಫೋಟಗೊಂಡಿದೆ. ಚಾಲಕ ಸಮಯ ಪ್ರಜ್ಞೆಯಿಂದ ಬಸ್ ಅನ್ನು ರಸ್ತೆ ಬದಿಗೆ ನಿಲ್ಲಿಸಿದ್ದಾರೆ. ಅದೃಷ್ಟವಶಾತ್ ಯಾವುದೇ ಪ್ರಾಣಾಪಾಯ ಸಂಭವಿಸಿಲ್ಲ. ಘಟನಾ ಸ್ಥಳಕ್ಕೆ ಪೊಲೀಸರು ಭೇಟಿ ನೀಡಿ ಪರಿಶೀಲನೆ ನಡೆಸಿದ್ದಾರೆ. <box>42 846 271 931</box>
coil-sub-text: ವಿಷಯ ತಿಳಿದ ಸಂಸದ ಸುನೀಲ್ ಬೋಸ್ ಬಾಲಕಿಯ ಮನೆಗೆ ಭೇಟಿ ನೀಡಿ ಚಿಕಿತ್ಸೆ ವೆಚ್ಚಕ್ಕಾಗಿ ವೈಯಕ್ತಿಕವಾಗಿ ಆರ್ಥಿಕ ಧನ ಸಹಾಯ ನೀಡಿದರು. <box>788 840 1003 876</box>
cheque-photo <box>900 1688 1302 1864</box>
accident-rule <box>1020 1090 1302 1091</box>
coil-col1 <box>576 740 779 1158</box>
registration-marks-3 <box>830 1992 874 2011</box>
reg-dot <box>1211 1998 1220 2007</box>
section-title: ಪ್ರಾದೇಶಿಕ <box>668 14 795 63</box>
jatha-place: ಬಸ್ರೂರು: <box>296 853 325 863</box>
muslim-text: ಅನ್ಯಕೋಮಿನ ಯುವಕ, ಮತ್ತೊಂದು ಕೋಮಿನ ಯುವತಿಯೊಂದಿಗೆ ಸಂಚರಿಸುತ್ತಿದ್ದ ವೇಳೆ ಅನ್ಯ ಅಡ್ಡಗಟ್ಟಿದ ಮುಸ್ಲಿಮ್ ಯುವಕರ ಗುಂಪೊಂದು ನೈತಿಕ ಪೊಲೀಸ್ ಗಿರಿ ನಡೆಸಿರುವ ಘಟನೆ ನಗರದಲ್ಲಿ ನಡೆದಿದೆ. ನಗರದ ಐಜೂರು ವೃತ್ತದ ಬಳಿ ಬೈಕ್‌ನಲ್ಲಿ ತೆರಳುತ್ತಿದ್ದ ಜೋಡಿಯನ್ನು ಅಡ್ಡಗಟ್ಟಿದ ಯುವಕರು ಅವರನ್ನು ಪ್ರಶ್ನಿಸಿ, ಹಲ್ಲೆ ನಡೆಸಲು ಯತ್ನಿಸಿದ್ದಾರೆ. ಈ ದೃಶ್ಯವನ್ನು ಮೊಬೈಲ್‌ನಲ್ಲಿ ಸೆರೆಹಿಡಿದು ಸಾಮಾಜಿಕ ಜಾಲತಾಣಗಳಲ್ಲಿ ಹರಿಬಿಟ್ಟಿದ್ದಾರೆ. ವಿಡಿಯೋ ವೈರಲ್ ಆಗುತ್ತಿದ್ದಂತೆ ಎಚ್ಚೆತ್ತ ಪೊಲೀಸರು ಪ್ರಕರಣ ದಾಖಲಿಸಿಕೊಂಡು ಆರೋಪಿಗಳ ಪತ್ತೆಗೆ ಬಲೆ ಬೀಸಿದ್ದಾರೆ. ಘಟನೆ ಸಂಬಂಧ ಕೆಲವರನ್ನು ವಶಕ್ಕೆ ಪಡೆದು ವಿಚಾರಣೆ ನಡೆಸಲಾಗುತ್ತಿದೆ. ಈ ರೀತಿಯ ಕೃತ್ಯಗಳಲ್ಲಿ ತೊಡಗುವವರ ವಿರುದ್ಧ ಕಠಿಣ ಕ್ರಮ ಕೈಗೊಳ್ಳಲಾಗುವುದು ಎಂದು ಜಿಲ್ಲಾ ಪೊಲೀಸ್ ವರಿಷ್ಠಾಧಿಕಾರಿ ಎಚ್ಚರಿಕೆ ನೀಡಿದ್ದಾರೆ. ನೈತಿಕ ಪೊಲೀಸ್ ಗಿರಿ ನಡೆಸಿದ ಯುವಕರನ್ನು ಶೀಘ್ರ ಬಂಧಿಸಬೇಕು ಎಂದು ಹಿಂದೂಪರ ಸಂಘಟನೆಗಳು ಒತ್ತಾಯಿಸಿವೆ. <box>1024 1169 1305 1291</box>
brief-item <box>42 331 271 527</box>
cheque-headline: ಪೂರ್ಣಚಂದ್ರ ಕುಟುಂಬಕ್ಕೆ ಚೆಕ್ ವಿತರಣೆ <box>690 1626 1167 1670</box>
coil-headline: ಬಾಲಕಿಗೆ ಕಾಡುತ್ತಿದೆ ವಿಚಿತ್ರ ಕಾಯಿಲೆ <box>576 694 915 729</box>
brief-headline: ಅರ್ಜಿ ಆಹ್ವಾನ <box>115 534 195 555</box>
registration-marks-1 <box>120 1992 164 2011</box>
muslim-body <box>1024 1168 1305 1400</box>
masthead-logo <box>40 8 358 64</box>
divider-jatha <box>564 690 565 1160</box>
date-block <box>1170 24 1310 65</box>
kaveri-box <box>556 444 1056 622</box>
brief-place: ಮೈಸೂರು: <box>42 213 74 223</box>
jatha-text: ಪಟ್ಟಣದಲ್ಲಿ ವಿಶ್ವ ಪರಿಸರ ದಿನಾಚರಣೆ ಅಂಗವಾಗಿ ಅರಣ್ಯ ಇಲಾಖೆ, ಸರ್ಕಾರಿ ಶಾಲೆ ವತಿಯಿಂದ ಜಾಥಾ ಕಾರ್ಯಕ್ರಮವನ್ನು ಆಯೋಜಿಸಲಾಗಿತ್ತು. ಪಟ್ಟಣದಿಂದ ಸುಮಾರು 3 ಕಿಲೋ ಮೀಟರ್ ದೂರದಲ್ಲಿರುವ ಅರಣ್ಯದ ಶಾಲಾ ಮಕ್ಕಳು ಬಾವುಟ ಹಿಡಿದು ಜಮಾವಣೆಗೊಂಡು, ಜಾಥಾಕ್ಕೆ ಚಾಲನೆ ನೀಡಿದರು. ಅರಣ್ಯಾಧಿಕಾರಿ ಶಾಲಾ ಕಾರ್ಯದರ್ಶಿ ಎಸ್.ಎಂ.ರಾಮಚಂದ್ರ ನೇತೃತ್ವದಲ್ಲಿ ಪ್ಲಾಸ್ಟಿಕ್ ತ್ಯಜಿಸಿ, ಪರಿಸರ ಉಳಿಸಿ ಎಂಬ ಘೋಷಣೆಗಳೊಂದಿಗೆ ಜಾಥಾ ಪಟ್ಟಣದ ಪ್ರಮುಖ ಬೀದಿಗಳಲ್ಲಿ ಸಾಗಿತು. ವಿವಿಧ ಭಿತ್ತಿ ಫಲಕಗಳನ್ನು ಹಿಡಿದ ವಿದ್ಯಾರ್ಥಿಗಳು ಪರಿಸರ ಸಂರಕ್ಷಣೆ ಕುರಿತು ಜಾಗೃತಿ ಮೂಡಿಸಿದರು. ಈ ಸಂದರ್ಭದಲ್ಲಿ ಮಾತನಾಡಿದ ಅವರು, ಪರಿಸರ ಉಳಿಸುವುದು ಪ್ರತಿಯೊಬ್ಬರ ಕರ್ತವ್ಯ. ಗಿಡ ಮರಗಳನ್ನು ನೆಟ್ಟು ಪೋಷಿಸಬೇಕು. ಪ್ಲಾಸ್ಟಿಕ್ ಬಳಕೆ ಕಡಿಮೆ ಮಾಡಬೇಕು ಎಂದು ಸಲಹೆ ನೀಡಿದರು. ಶಾಲೆಯ ಮುಖ್ಯ ಶಿಕ್ಷಕಿ ಎಲ್.ಶಿವಮ್ಮ, ಶಿಕ್ಷಕರಾದ ಎಸ್.ಲೀಲಾವತಿ, ರಾಜಣ್ಣ, ಶಿವಕುಮಾರ್, ಅರಣ್ಯ ಇಲಾಖೆ ಸಿಬ್ಬಂದಿ ಹಾಗೂ ಶಾಲಾ ಮಕ್ಕಳು ಭಾಗವಹಿಸಿದ್ದರು. <box>296 853 557 988</box>
registration-marks-2 <box>470 1992 514 2011</box>
quote-attribution: ■ ಮಂಜುನಾಥ್, ಗ್ರಾಪಂ ಸದಸ್ಯ, ಕೆಆರ್‌ಎಸ್ <box>1102 364 1250 375</box>
jds-photo <box>252 1688 660 1864</box>
krishnappa-place: ಕೋಲಾರ: <box>1024 1443 1055 1453</box>
reg-dot <box>131 1998 140 2007</box>
brief-item <box>42 679 271 791</box>
divider-coil <box>1010 690 1011 1160</box>
